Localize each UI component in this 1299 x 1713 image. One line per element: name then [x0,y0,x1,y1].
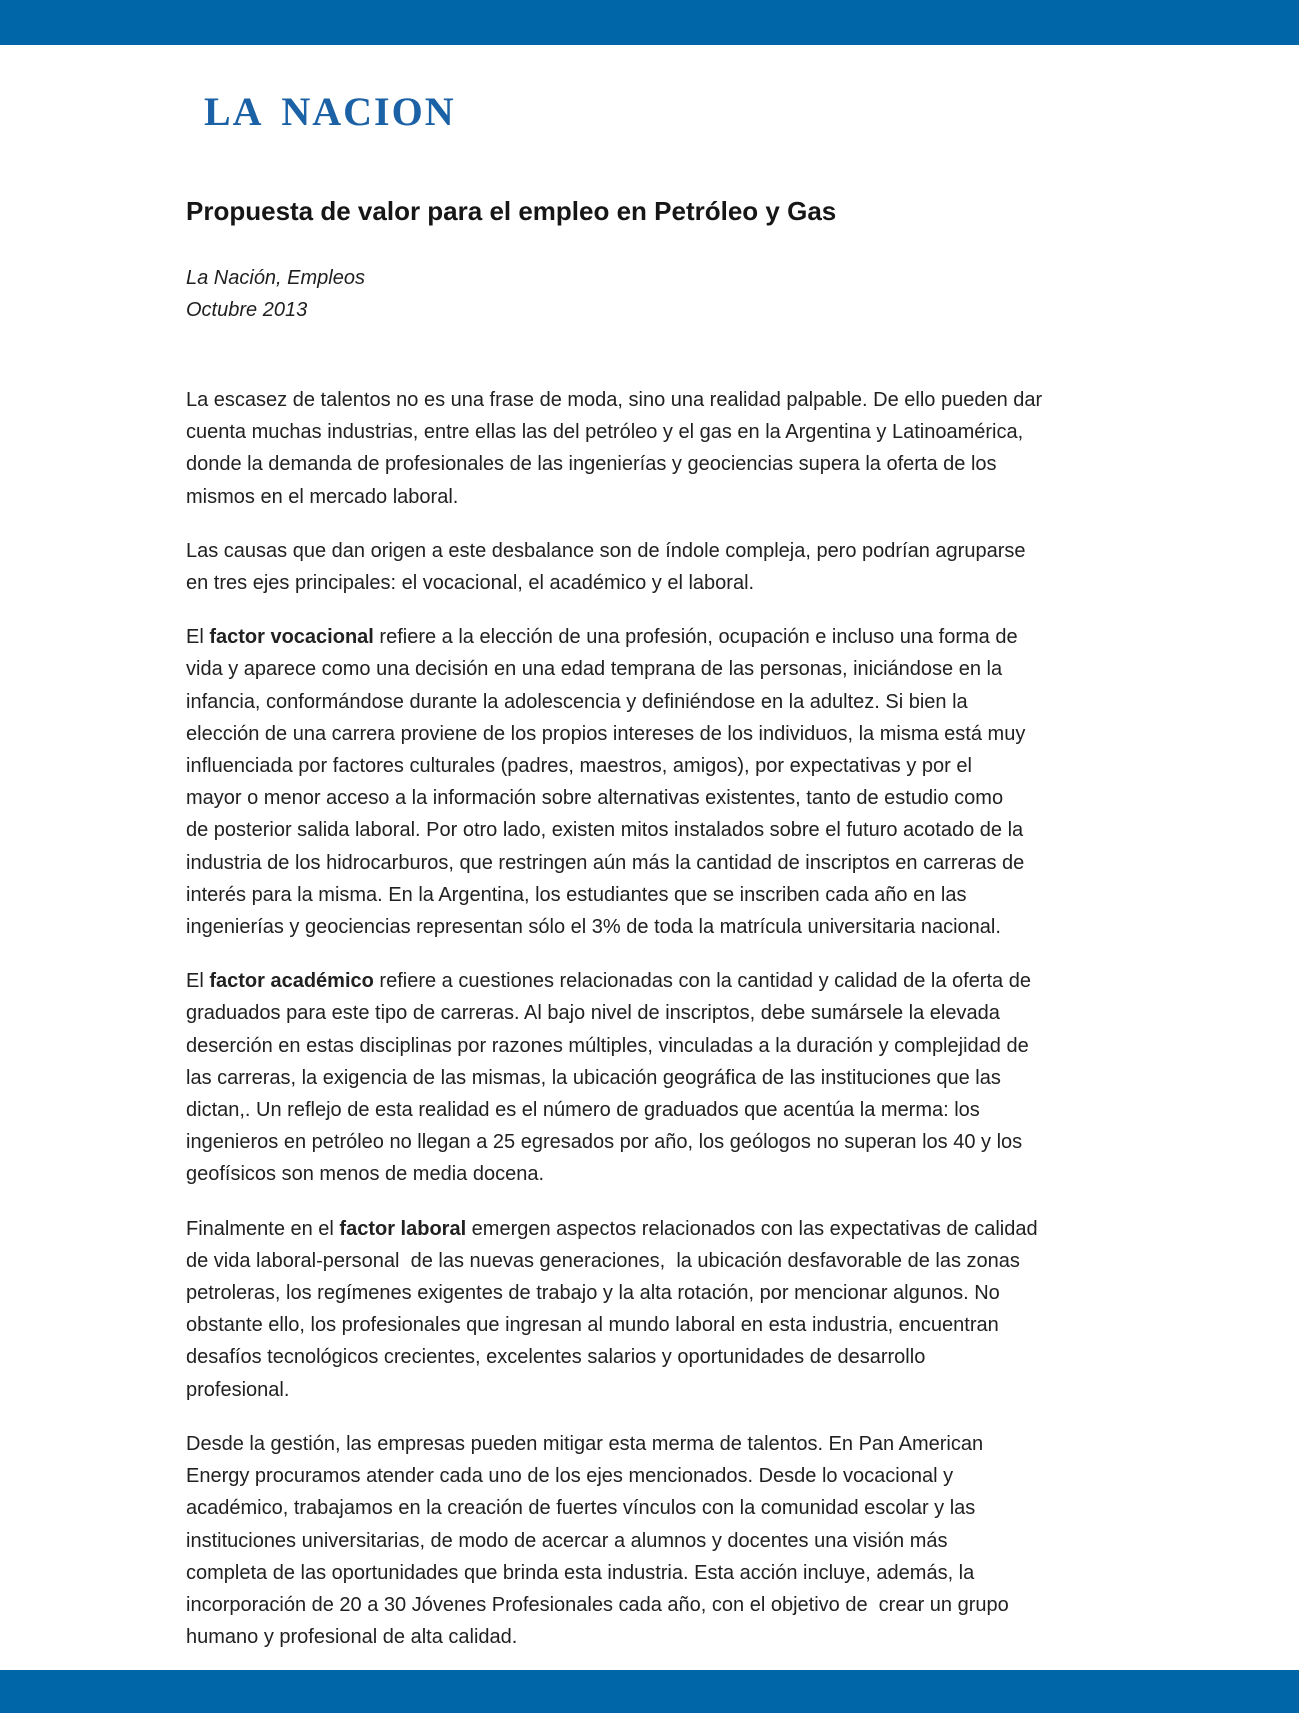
text-line: La escasez de talentos no es una frase de moda, sino una realidad palpable. De ello pueden dar [186,389,1043,411]
paragraph [186,1213,1176,1406]
text-line: humano y profesional de alta calidad. [186,1626,518,1649]
paragraph [186,965,1176,1190]
byline-date: Octubre 2013 [186,299,308,321]
text-line: Las causas que dan origen a este desbalance son de índole compleja, pero podrían agruparse [186,539,1026,562]
text-line: mismos en el mercado laboral. [186,485,459,508]
text-line: vida y aparece como una decisión en una edad temprana de las personas, iniciándose en la [186,658,1003,681]
text-line: deserción en estas disciplinas por razones múltiples, vinculadas a la duración y complejidad de [186,1034,1029,1057]
bottom-banner-bar [0,1670,1299,1713]
text-line: en tres ejes principales: el vocacional, el académico y el laboral. [186,572,755,595]
text-line: geofísicos son menos de media docena. [186,1163,544,1186]
text-line: graduados para este tipo de carreras. Al bajo nivel de inscriptos, debe sumársele la elevada [186,1002,1000,1025]
text-line: obstante ello, los profesionales que ingresan al mundo laboral en esta industria, encuentran [186,1314,999,1337]
text-line: interés para la misma. En la Argentina, los estudiantes que se inscriben cada año en las [186,883,967,906]
paragraph [186,535,1176,599]
text-line: dictan,. Un reflejo de esta realidad es el número de graduados que acentúa la merma: los [186,1099,980,1122]
text-line: completa de las oportunidades que brinda esta industria. Esta acción incluye, además, la [186,1561,975,1584]
text-line: Desde la gestión, las empresas pueden mitigar esta merma de talentos. En Pan American [186,1432,984,1455]
top-banner-bar [0,0,1299,45]
text-line: de posterior salida laboral. Por otro lado, existen mitos instalados sobre el futuro acotado de la [186,819,1024,842]
text-line: El factor vocacional refiere a la elección de una profesión, ocupación e incluso una forma de [186,626,1018,649]
text-line: las carreras, la exigencia de las mismas, la ubicación geográfica de las instituciones que las [186,1066,1001,1089]
text-line: instituciones universitarias, de modo de acercar a alumnos y docentes una visión más [186,1529,948,1552]
text-line: incorporación de 20 a 30 Jóvenes Profesionales cada año, con el objetivo de crear un grupo [186,1593,1009,1616]
paragraph [186,1428,1176,1653]
article-byline [186,262,365,326]
text-line: El factor académico refiere a cuestiones relacionadas con la cantidad y calidad de la oferta de [186,970,1031,993]
text-line: desafíos tecnológicos crecientes, excelentes salarios y oportunidades de desarrollo [186,1346,926,1369]
paragraph [186,621,1176,943]
text-line: profesional. [186,1378,290,1401]
text-line: donde la demanda de profesionales de las ingenierías y geociencias supera la oferta de los [186,453,997,476]
text-line: petroleras, los regímenes exigentes de trabajo y la alta rotación, por mencionar algunos. No [186,1282,1000,1305]
text-line: Energy procuramos atender cada uno de los ejes mencionados. Desde lo vocacional y [186,1465,954,1488]
text-line: cuenta muchas industrias, entre ellas las del petróleo y el gas en la Argentina y Latinoamérica, [186,421,1024,444]
text-line: elección de una carrera proviene de los propios intereses de los individuos, la misma está muy [186,722,1026,745]
text-line: infancia, conformándose durante la adolescencia y definiéndose en la adultez. Si bien la [186,690,968,713]
byline-source: La Nación, Empleos [186,267,365,289]
text-line: industria de los hidrocarburos, que restringen aún más la cantidad de inscriptos en carreras de [186,851,1025,874]
text-line: ingenieros en petróleo no llegan a 25 egresados por año, los geólogos no superan los 40 y los [186,1131,1023,1154]
text-line: ingenierías y geociencias representan sólo el 3% de toda la matrícula universitaria nacional. [186,916,1001,939]
text-line: de vida laboral-personal de las nuevas generaciones, la ubicación desfavorable de las zonas [186,1249,1020,1272]
text-line: influenciada por factores culturales (padres, maestros, amigos), por expectativas y por el [186,755,972,778]
article-body [186,384,1176,1675]
text-line: académico, trabajamos en la creación de fuertes vínculos con la comunidad escolar y las [186,1497,976,1520]
text-line: mayor o menor acceso a la información sobre alternativas existentes, tanto de estudio como [186,787,1004,810]
text-line: Finalmente en el factor laboral emergen aspectos relacionados con las expectativas de calidad [186,1217,1038,1240]
paragraph [186,384,1176,513]
la-nacion-logo: LA NACION [204,89,456,134]
article-title: Propuesta de valor para el empleo en Petróleo y Gas [186,196,837,226]
